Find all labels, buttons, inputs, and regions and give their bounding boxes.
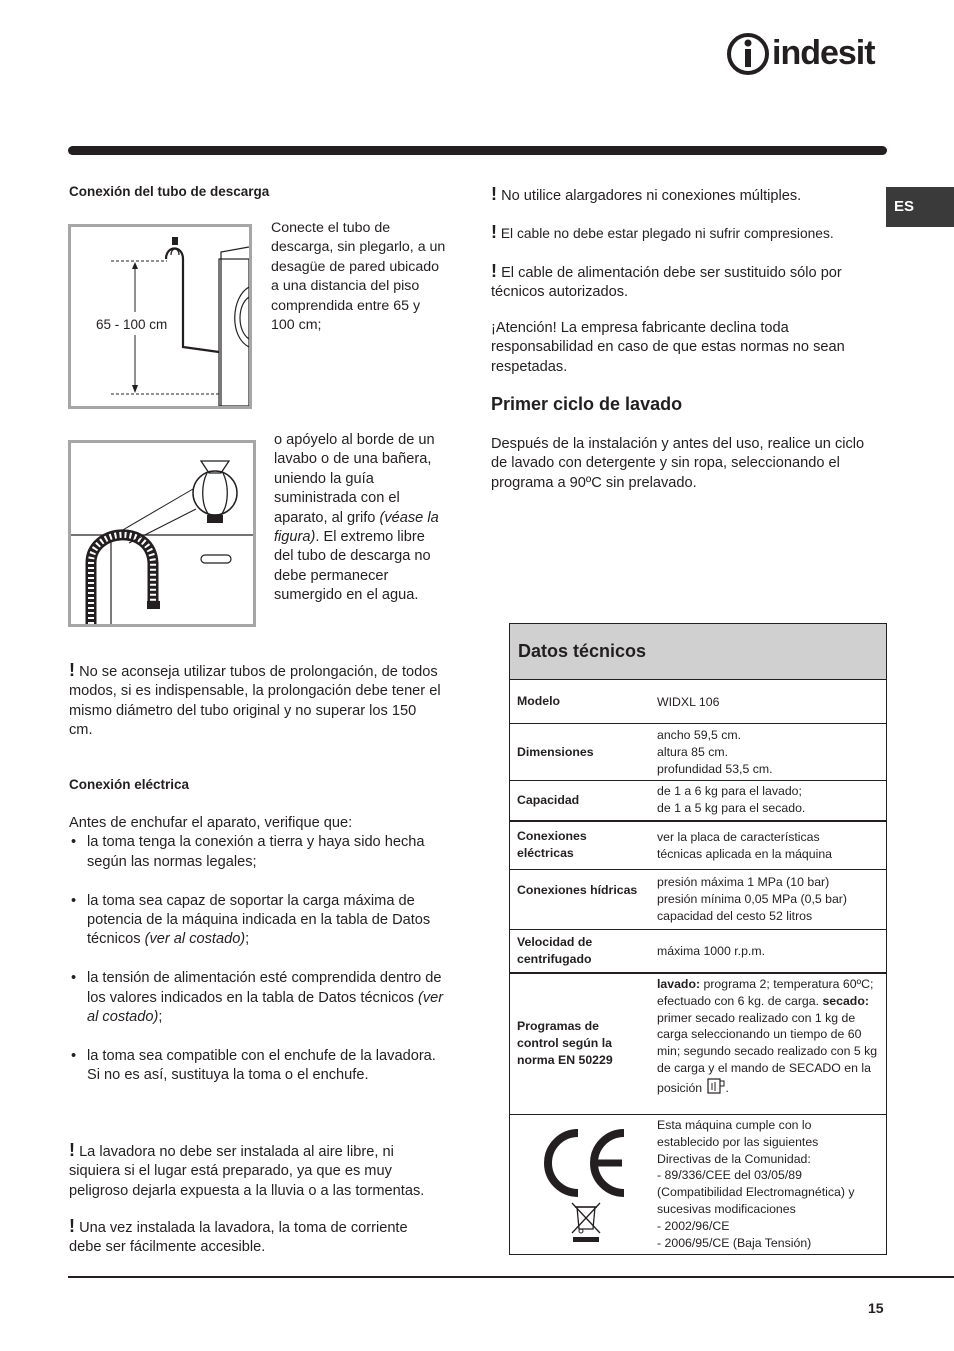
table-row: Dimensiones ancho 59,5 cm. altura 85 cm. profundidad 53,5 cm. bbox=[510, 724, 886, 781]
drain-heading: Conexión del tubo de descarga bbox=[69, 184, 270, 199]
page-number: 15 bbox=[868, 1300, 884, 1316]
first-cycle-heading: Primer ciclo de lavado bbox=[491, 394, 683, 414]
warning-icon: ! bbox=[491, 261, 497, 281]
table-row: Esta máquina cumple con lo establecido por las siguientes Directivas de la Comunidad: - 89/336/CEE del 03/05/89 (Compatibilidad Electromagnética) y sucesivas modificaciones - 2002/96/CE - 2006/95/CE (Baja Tensión) bbox=[510, 1115, 886, 1254]
brand-name: indesit bbox=[772, 34, 875, 72]
footer-rule bbox=[68, 1276, 954, 1278]
drain-text-basin: o apóyelo al borde de un lavabo o de una bañera, uniendo la guía suministrada con el aparato, al grifo (véase la figura). El extremo libre del tubo de descarga no debe permanecer sumergido en el agua. bbox=[274, 432, 439, 604]
tech-data-table bbox=[509, 623, 887, 1255]
warning-icon: ! bbox=[69, 1140, 75, 1160]
cable-replace-warning: ! El cable de alimentación debe ser sustituido sólo por técnicos autorizados. bbox=[491, 261, 842, 301]
list-item: • la toma sea capaz de soportar la carga máxima de potencia de la máquina indicada en la tabla de Datos técnicos (ver al costado); bbox=[69, 892, 445, 950]
warning-icon: ! bbox=[491, 222, 497, 242]
table-row: Programas de control según la norma EN 50229 lavado: programa 2; temperatura 60ºC; efectuado con 6 kg. de carga. secado: primer secado realizado con 1 kg de carga seleccionando un tiempo de 60 min; segundo secado realizado con 5 kg de carga y el mando de SECADO en la posición . bbox=[510, 973, 886, 1115]
drain-basin-figure bbox=[68, 440, 256, 627]
language-tab: ES bbox=[886, 187, 954, 227]
attention-note: ¡Atención! La empresa fabricante declina toda responsabilidad en caso de que estas normas no sean respetadas. bbox=[491, 320, 845, 375]
header-rule bbox=[68, 146, 887, 155]
table-row: Modelo WIDXL 106 bbox=[510, 680, 886, 724]
table-row: Capacidad de 1 a 6 kg para el lavado; de 1 a 5 kg para el secado. bbox=[510, 781, 886, 821]
warning-icon: ! bbox=[69, 1216, 75, 1236]
weee-bin-icon bbox=[569, 1201, 603, 1243]
table-row: Conexiones eléctricas ver la placa de características técnicas aplicada en la máquina bbox=[510, 821, 886, 870]
indesit-logo bbox=[726, 32, 888, 76]
multi-plug-warning: ! No utilice alargadores ni conexiones múltiples. bbox=[491, 184, 802, 204]
ce-mark-icon bbox=[532, 1123, 632, 1203]
list-item: • la tensión de alimentación esté comprendida dentro de los valores indicados en la tabla de Datos técnicos (ver al costado); bbox=[69, 969, 445, 1027]
list-item: • la toma tenga la conexión a tierra y haya sido hecha según las normas legales; bbox=[69, 833, 445, 872]
warning-icon: ! bbox=[491, 184, 497, 204]
cable-warning: ! El cable no debe estar plegado ni sufrir compresiones. bbox=[491, 222, 834, 242]
dryer-position-icon bbox=[706, 1077, 726, 1095]
extension-warning: ! No se aconseja utilizar tubos de prolongación, de todos modos, si es indispensable, la prolongación debe tener el mismo diámetro del tubo original y no superar los 150 cm. bbox=[69, 660, 441, 739]
table-row: Conexiones hídricas presión máxima 1 MPa (10 bar) presión mínima 0,05 MPa (0,5 bar) capacidad del cesto 52 litros bbox=[510, 870, 886, 930]
list-item: • la toma sea compatible con el enchufe de la lavadora. Si no es así, sustituya la toma o el enchufe. bbox=[69, 1047, 445, 1086]
outdoor-warning: ! La lavadora no debe ser instalada al aire libre, ni siquiera si el lugar está preparado, ya que es muy peligroso dejarla expuesta a la lluvia o a las tormentas. bbox=[69, 1140, 425, 1199]
tech-data-title: Datos técnicos bbox=[518, 641, 647, 661]
electrical-heading: Conexión eléctrica bbox=[69, 777, 190, 792]
first-cycle-text: Después de la instalación y antes del uso, realice un ciclo de lavado con detergente y sin ropa, seleccionando el programa a 90ºC sin prelavado. bbox=[491, 436, 865, 491]
drain-wall-figure bbox=[68, 224, 252, 409]
electrical-checklist: Antes de enchufar el aparato, verifique que: • la toma tenga la conexión a tierra y haya sido hecha según las normas legales; • la toma sea capaz de soportar la carga máxima de potencia de la máquina indicada en la tabla de Datos técnicos (ver al costado); • la tensión de alimentación esté comprendida dentro de los valores indicados en la tabla de Datos técnicos (ver al costado); • la toma sea compatible con el enchufe de la lavadora. Si no es así, sustituya la toma o el enchufe. bbox=[69, 814, 445, 1086]
warning-icon: ! bbox=[69, 660, 75, 680]
tech-data-header bbox=[510, 624, 886, 680]
table-row: Velocidad de centrifugado máxima 1000 r.p.m. bbox=[510, 930, 886, 973]
drain-basin-illustration bbox=[71, 443, 253, 624]
indesit-i-icon bbox=[726, 32, 770, 76]
access-warning: ! Una vez instalada la lavadora, la toma de corriente debe ser fácilmente accesible. bbox=[69, 1216, 408, 1256]
drain-text-wall: Conecte el tubo de descarga, sin plegarlo, a un desagüe de pared ubicado a una distancia del piso comprendida entre 65 y 100 cm; bbox=[271, 220, 446, 334]
height-range-label: 65 - 100 cm bbox=[96, 317, 168, 332]
